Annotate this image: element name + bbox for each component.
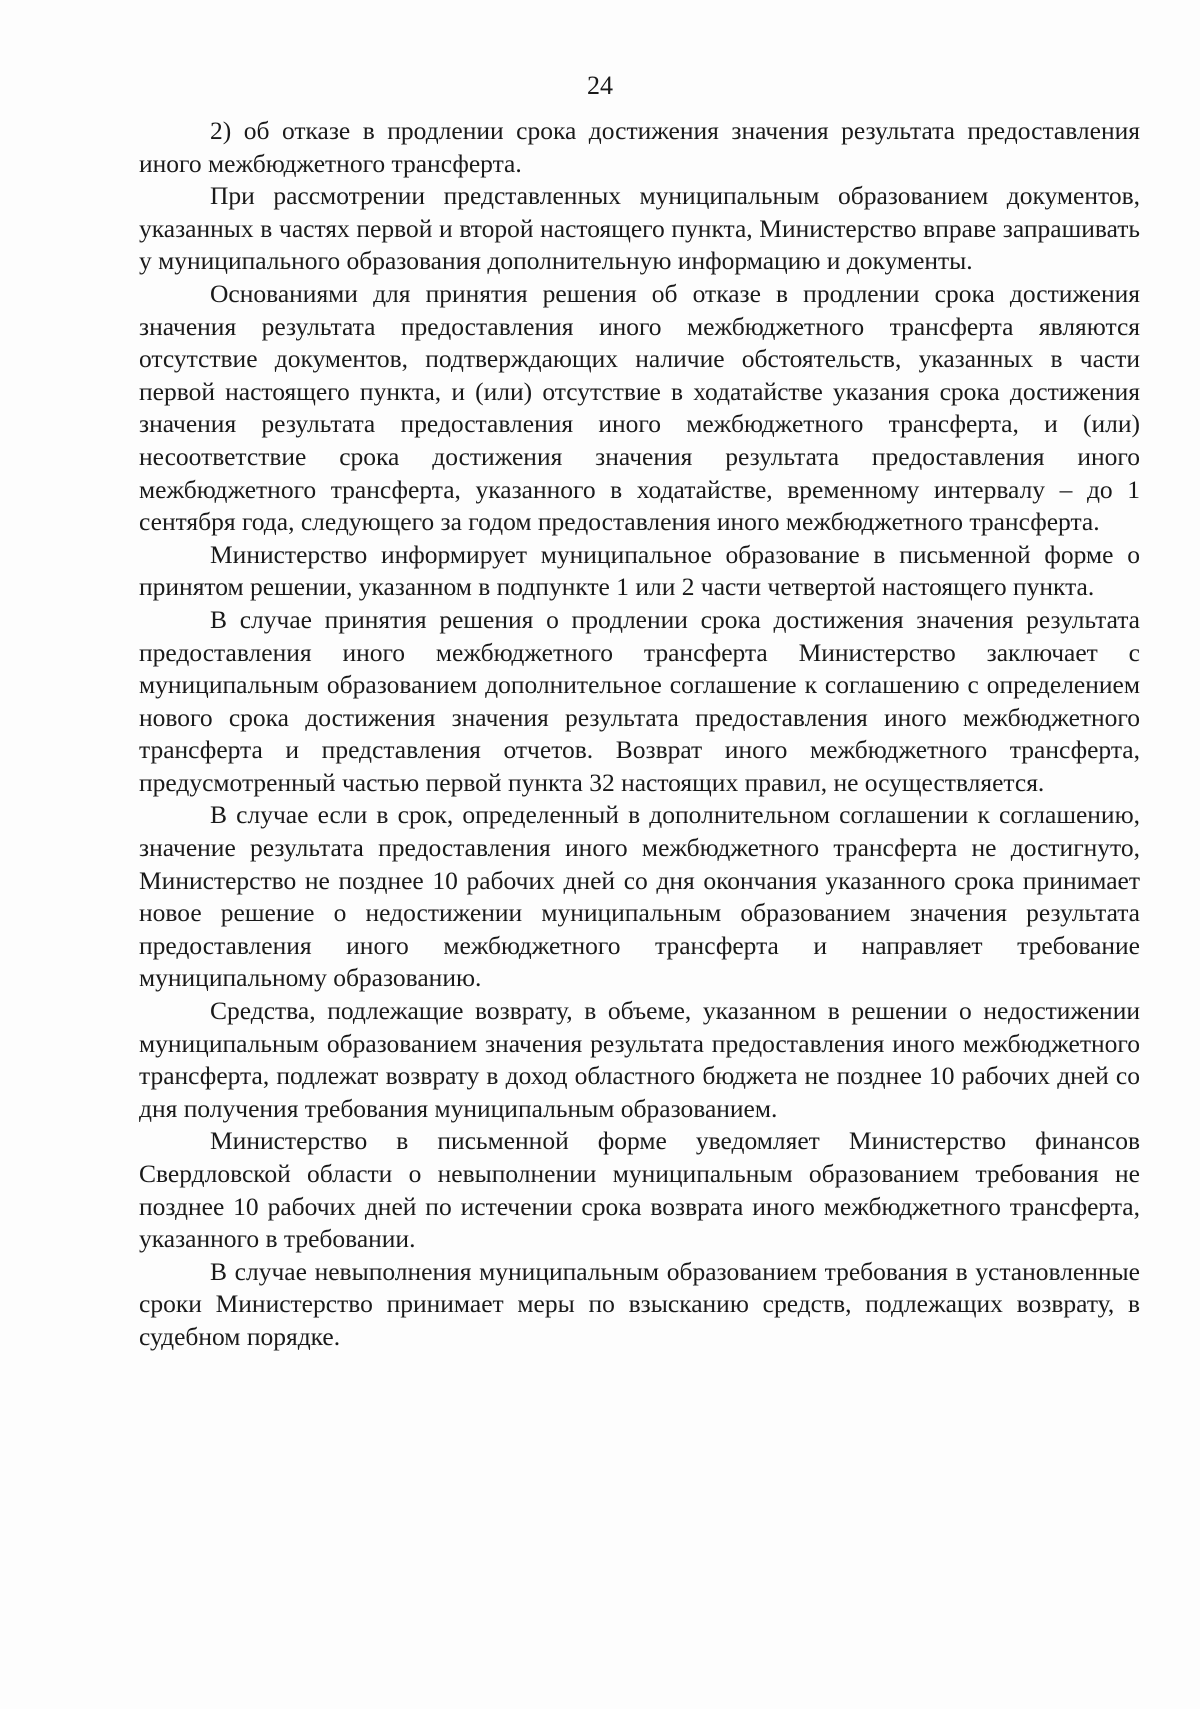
paragraph-notification: Министерство информирует муниципальное образование в письменной форме о принятом решении, указанном в подпункте 1 или 2 части четвертой настоящего пункта.: [139, 539, 1140, 602]
paragraph-non-achievement: В случае если в срок, определенный в дополнительном соглашении к соглашению, значение результата предоставления иного межбюджетного трансферта не достигнуто, Министерство не позднее 10 рабочих дней со дня окончания указанного срока принимает новое решение о недостижении муниципальным образованием значения результата предоставления иного межбюджетного трансферта и направляет требование муниципальному образованию.: [139, 800, 1140, 993]
paragraph-extension-agreement: В случае принятия решения о продлении срока достижения значения результата предоставления иного межбюджетного трансферта Министерство заключает с муниципальным образованием дополнительное соглашение к соглашению с определением нового срока достижения значения результата предоставления иного межбюджетного трансферта и представления отчетов. Возврат иного межбюджетного трансферта, предусмотренный частью первой пункта 32 настоящих правил, не осуществляется.: [139, 604, 1140, 797]
paragraph-finance-ministry-notice: Министерство в письменной форме уведомляет Министерство финансов Свердловской области о невыполнении муниципальным образованием требования не позднее 10 рабочих дней по истечении срока возврата иного межбюджетного трансферта, указанного в требовании.: [139, 1126, 1140, 1254]
document-body: [139, 115, 1140, 1354]
page-number: 24: [587, 71, 613, 100]
paragraph-additional-info: При рассмотрении представленных муниципальным образованием документов, указанных в частях первой и второй настоящего пункта, Министерство вправе запрашивать у муниципального образования дополнительную информацию и документы.: [139, 181, 1140, 276]
paragraph-refusal-grounds: Основаниями для принятия решения об отказе в продлении срока достижения значения результата предоставления иного межбюджетного трансферта являются отсутствие документов, подтверждающих наличие обстоятельств, указанных в части первой настоящего пункта, и (или) отсутствие в ходатайстве указания срока достижения значения результата предоставления иного межбюджетного трансферта, и (или) несоответствие срока достижения значения результата предоставления иного межбюджетного трансферта, указанного в ходатайстве, временному интервалу – до 1 сентября года, следующего за годом предоставления иного межбюджетного трансферта.: [139, 278, 1140, 537]
paragraph-judicial-recovery: В случае невыполнения муниципальным образованием требования в установленные сроки Министерство принимает меры по взысканию средств, подлежащих возврату, в судебном порядке.: [139, 1256, 1140, 1351]
paragraph-refusal-item: 2) об отказе в продлении срока достижения значения результата предоставления иного межбюджетного трансферта.: [139, 116, 1140, 178]
paragraph-funds-return: Средства, подлежащие возврату, в объеме, указанном в решении о недостижении муниципальным образованием значения результата предоставления иного межбюджетного трансферта, подлежат возврату в доход областного бюджета не позднее 10 рабочих дней со дня получения требования муниципальным образованием.: [139, 996, 1140, 1123]
